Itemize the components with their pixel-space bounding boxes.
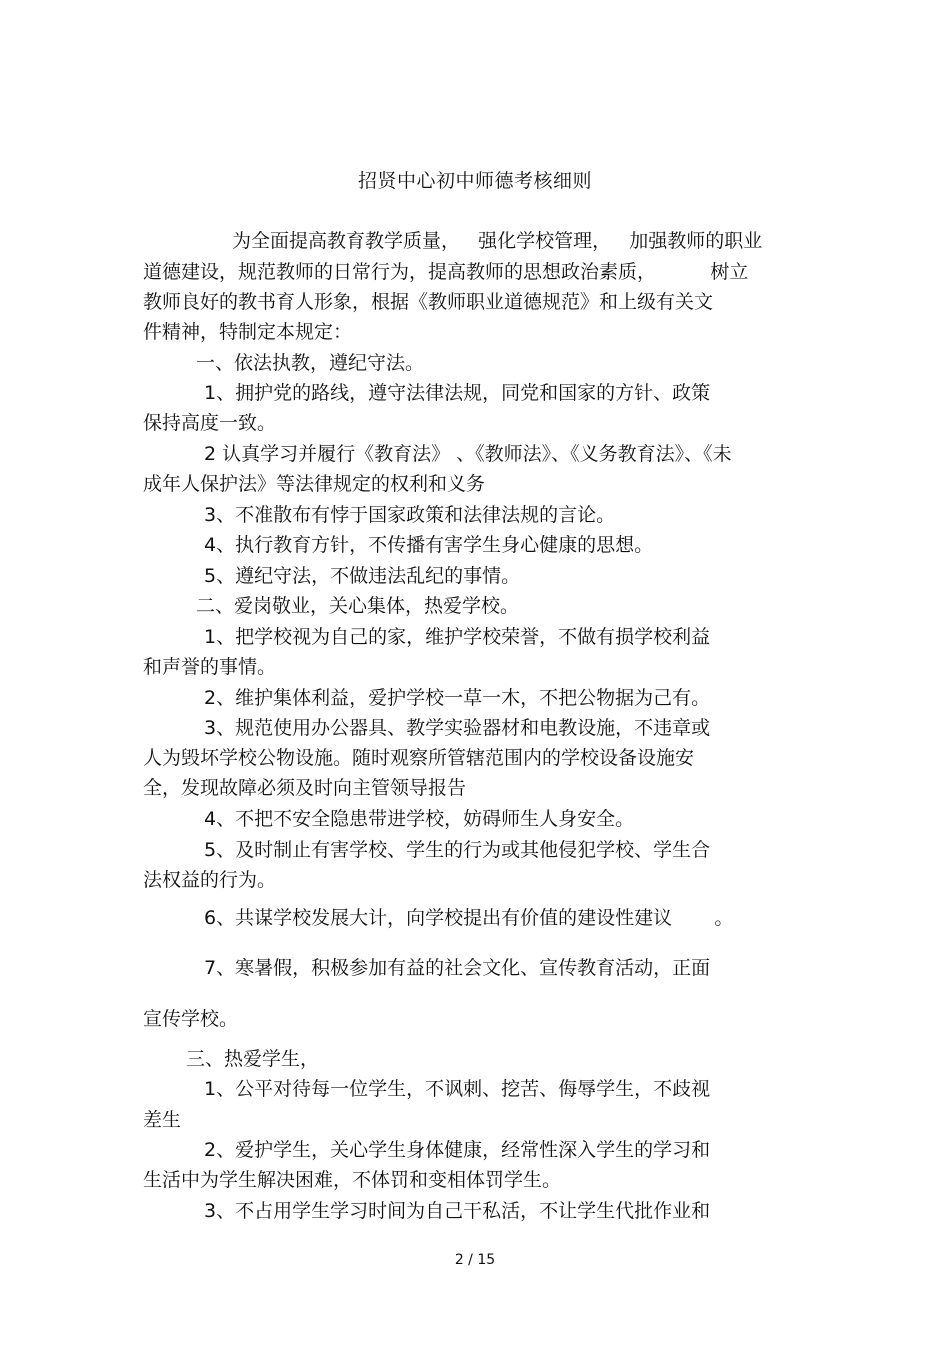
body-line: 全，发现故障必须及时向主管领导报告	[143, 777, 467, 799]
body-line: 道德建设，规范教师的日常行为，提高教师的思想政治素质， 树立	[143, 261, 749, 283]
body-line: 3、不准散布有悖于国家政策和法律法规的言论。	[204, 504, 616, 526]
section-heading: 一、依法执教，遵纪守法。	[196, 352, 425, 374]
body-line: 1、公平对待每一位学生，不讽刺、挖苦、侮辱学生，不歧视	[204, 1078, 711, 1100]
page-number: 2 / 15	[454, 1252, 496, 1268]
body-line: 2、爱护学生，关心学生身体健康，经常性深入学生的学习和	[204, 1139, 711, 1161]
body-line: 差生	[143, 1109, 182, 1131]
document-title: 招贤中心初中师德考核细则	[357, 170, 592, 192]
body-line: 生活中为学生解决困难，不体罚和变相体罚学生。	[143, 1169, 562, 1191]
body-line: 人为毁坏学校公物设施。随时观察所管辖范围内的学校设备设施安	[143, 747, 695, 769]
body-line: 教师良好的教书育人形象，根据《教师职业道德规范》和上级有关文	[143, 291, 714, 313]
body-line: 和声誉的事情。	[143, 656, 277, 678]
body-line: 法权益的行为。	[143, 869, 277, 891]
body-line: 4、不把不安全隐患带进学校，妨碍师生人身安全。	[204, 808, 635, 830]
body-line: 1、拥护党的路线，遵守法律法规，同党和国家的方针、政策	[204, 382, 711, 404]
section-heading: 三、热爱学生，	[186, 1048, 320, 1070]
body-line: 成年人保护法》等法律规定的权利和义务	[143, 473, 486, 495]
body-line: 件精神，特制定本规定：	[143, 321, 353, 343]
body-line: 5、及时制止有害学校、学生的行为或其他侵犯学校、学生合	[204, 839, 711, 861]
body-line: 为全面提高教育教学质量， 强化学校管理， 加强教师的职业	[232, 230, 763, 252]
body-line: 7、寒暑假，积极参加有益的社会文化、宣传教育活动，正面	[204, 957, 711, 979]
body-line: 宣传学校。	[143, 1008, 239, 1030]
body-line: 6、共谋学校发展大计，向学校提出有价值的建设性建议 。	[204, 907, 734, 929]
body-line: 2、维护集体利益，爱护学校一草一木，不把公物据为己有。	[204, 687, 711, 709]
body-line: 保持高度一致。	[143, 412, 277, 434]
body-line: 3、不占用学生学习时间为自己干私活，不让学生代批作业和	[204, 1200, 711, 1222]
body-line: 4、执行教育方针，不传播有害学生身心健康的思想。	[204, 534, 654, 556]
body-line: 1、把学校视为自己的家，维护学校荣誉，不做有损学校利益	[204, 626, 711, 648]
body-line: 2 认真学习并履行《教育法》 、《教师法》、《义务教育法》、《未	[204, 443, 732, 465]
section-heading: 二、爱岗敬业，关心集体，热爱学校。	[196, 595, 520, 617]
body-line: 5、遵纪守法，不做违法乱纪的事情。	[204, 565, 521, 587]
body-line: 3、规范使用办公器具、教学实验器材和电教设施，不违章或	[204, 717, 711, 739]
